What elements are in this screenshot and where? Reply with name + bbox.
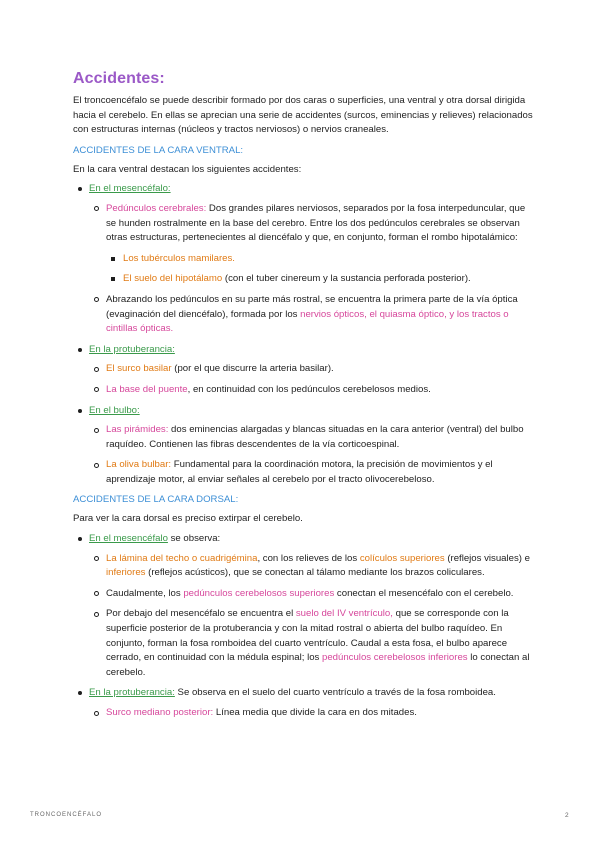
list-item bbox=[89, 202, 533, 287]
text: , con los relieves de los bbox=[257, 552, 360, 564]
text: (por el que discurre la arteria basilar). bbox=[171, 363, 334, 375]
ventral-list bbox=[73, 182, 533, 487]
list-item bbox=[73, 686, 533, 720]
dorsal-intro: Para ver la cara dorsal es preciso extirpar el cerebelo. bbox=[73, 513, 303, 525]
list-item bbox=[73, 343, 533, 398]
term: Los tubérculos mamilares. bbox=[123, 252, 235, 264]
text: (reflejos visuales) e bbox=[444, 552, 530, 564]
list-item bbox=[89, 587, 533, 602]
text: Caudalmente, los bbox=[106, 587, 184, 599]
page-number: 2 bbox=[565, 812, 569, 819]
text: conectan el mesencéfalo con el cerebelo. bbox=[334, 587, 514, 599]
ventral-protuberancia-label: En la protuberancia: bbox=[89, 343, 175, 355]
term: inferiores bbox=[106, 567, 146, 579]
dorsal-mesencefalo-label: En el mesencéfalo bbox=[89, 533, 168, 545]
ventral-heading: ACCIDENTES DE LA CARA VENTRAL: bbox=[73, 144, 244, 156]
term: La base del puente bbox=[106, 383, 188, 395]
text: dos eminencias alargadas y blancas situadas en la cara anterior (ventral) del bulbo raquídeo. Contienen las fibras descendentes de la vía corticoespinal. bbox=[106, 424, 524, 450]
list-item bbox=[73, 532, 533, 680]
ventral-mesencefalo-label: En el mesencéfalo: bbox=[89, 183, 171, 195]
term: Pedúnculos cerebrales: bbox=[106, 202, 207, 214]
list-item bbox=[89, 293, 533, 337]
text: Dos grandes pilares nerviosos, separados por la fosa interpeduncular, que se hunden rostralmente en la base del cerebro. Entre los dos pedúnculos cerebrales se observan otras estructuras, pertenecientes al diencéfalo y que, en conjunto, forman el rombo hipotalámico: bbox=[106, 202, 526, 244]
dorsal-heading: ACCIDENTES DE LA CARA DORSAL: bbox=[73, 494, 239, 506]
term: La oliva bulbar: bbox=[106, 459, 172, 471]
text: Se observa en el suelo del cuarto ventrículo a través de la fosa romboidea. bbox=[174, 687, 496, 699]
term: colículos superiores bbox=[359, 552, 445, 564]
text: lo conectan al cerebelo. bbox=[106, 652, 530, 678]
dorsal-protuberancia-label: En la protuberancia: bbox=[89, 687, 175, 699]
list-item bbox=[73, 182, 533, 336]
text: (con el tuber cinereum y la sustancia perforada posterior). bbox=[222, 273, 471, 285]
ventral-bulbo-label: En el bulbo: bbox=[89, 404, 140, 416]
text: (reflejos acústicos), que se conectan al tálamo mediante los brazos coliculares. bbox=[145, 567, 485, 579]
text: Fundamental para la coordinación motora, la precisión de movimientos y el aprendizaje motor, al enviar señales al cerebelo por el tracto olivocerebeloso. bbox=[106, 459, 493, 485]
list-item bbox=[89, 383, 533, 398]
ventral-intro: En la cara ventral destacan los siguientes accidentes: bbox=[73, 163, 302, 175]
list-item bbox=[89, 706, 533, 721]
term: El suelo del hipotálamo bbox=[123, 273, 223, 285]
text: Por debajo del mesencéfalo se encuentra el bbox=[106, 608, 296, 620]
term: La lámina del techo o cuadrigémina bbox=[106, 552, 258, 564]
text: que se corresponde con la superficie posterior de la protuberancia y con la mitad rostral o abierta del bulbo raquídeo. En conjunto, forman la fosa romboidea del cuarto ventrículo. Caudal a esta fosa, el bulbo aparece cerrado, en continuidad con la médula espinal; los bbox=[106, 608, 509, 664]
term: pedúnculos cerebelosos inferiores bbox=[322, 652, 468, 664]
document-page bbox=[73, 70, 533, 727]
text: , en continuidad con los pedúnculos cerebelosos medios. bbox=[187, 383, 431, 395]
term: pedúnculos cerebelosos superiores bbox=[183, 587, 335, 599]
term: nervios ópticos, el quiasma óptico, y los tractos o cintillas ópticas. bbox=[106, 308, 509, 335]
list-item bbox=[106, 272, 533, 287]
list-item bbox=[73, 404, 533, 488]
text: Abrazando los pedúnculos en su parte más rostral, se encuentra la primera parte de la vía óptica (evaginación del diencéfalo), formada por los bbox=[106, 293, 518, 320]
term: suelo del IV ventrículo, bbox=[295, 608, 393, 620]
list-item bbox=[89, 362, 533, 377]
section-title: Accidentes: bbox=[73, 70, 165, 87]
text: se observa: bbox=[167, 533, 221, 545]
text: Línea media que divide la cara en dos mitades. bbox=[213, 707, 417, 718]
list-item bbox=[89, 458, 533, 487]
dorsal-list bbox=[73, 532, 533, 721]
list-item bbox=[89, 552, 533, 581]
term: Surco mediano posterior: bbox=[106, 707, 214, 718]
term: Las pirámides: bbox=[106, 424, 169, 436]
term: El surco basilar bbox=[106, 363, 172, 375]
list-item bbox=[89, 607, 533, 680]
footer-label: TRONCOENCÉFALO bbox=[30, 812, 103, 818]
list-item bbox=[89, 423, 533, 452]
intro-paragraph: El troncoencéfalo se puede describir formado por dos caras o superficies, una ventral y otra dorsal dirigida hacia el cerebelo. En ellas se aprecian una serie de accidentes (surcos, eminencias y relieves) relacionados con estructuras internas (núcleos y tractos nerviosos) o nervios craneales. bbox=[73, 95, 533, 136]
list-item bbox=[106, 252, 533, 267]
